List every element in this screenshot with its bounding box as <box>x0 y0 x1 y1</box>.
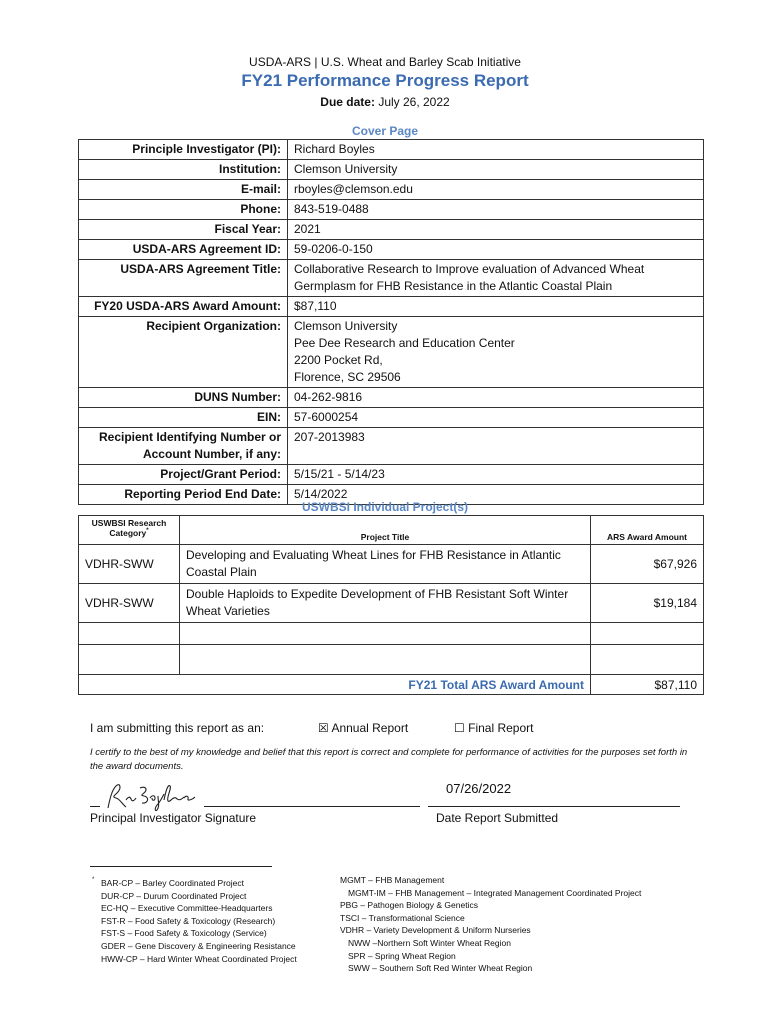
cover-field-value <box>288 180 704 200</box>
cover-field-value <box>288 297 704 317</box>
annual-report-checkbox[interactable]: ☒ <box>318 721 329 735</box>
projects-heading: USWBSI Individual Project(s) <box>301 500 469 514</box>
date-submitted-label: Date Report Submitted <box>436 811 559 825</box>
cover-value-line: 57-6000254 <box>294 410 359 424</box>
total-award-value: $87,110 <box>591 675 704 695</box>
project-amount: $19,184 <box>591 584 704 623</box>
final-report-checkbox[interactable]: ☐ <box>454 721 465 735</box>
total-award-label: FY21 Total ARS Award Amount <box>79 675 591 695</box>
footnote-item: GDER – Gene Discovery & Engineering Resistance <box>101 940 296 951</box>
footnote-item: FST-S – Food Safety & Toxicology (Service) <box>101 928 267 939</box>
project-row <box>79 623 704 645</box>
cover-field-label: FY20 USDA-ARS Award Amount: <box>79 297 288 317</box>
cover-field-value <box>288 408 704 428</box>
cover-field-value <box>288 240 704 260</box>
cover-field-value <box>288 140 704 160</box>
cover-value-line: 2021 <box>294 222 321 236</box>
certification-statement: I certify to the best of my knowledge and belief that this report is correct and complete for performance of activities for the purposes set forth in the award documents. <box>90 747 688 772</box>
cover-field-label: EIN: <box>79 408 288 428</box>
footnote-item: MGMT – FHB Management <box>340 875 445 885</box>
footnote-item: SPR – Spring Wheat Region <box>348 950 456 961</box>
cover-page-heading: Cover Page <box>351 124 419 138</box>
due-date-value: July 26, 2022 <box>378 95 450 109</box>
cover-field-value <box>288 465 704 485</box>
cover-table <box>78 139 704 505</box>
cover-row <box>79 408 704 428</box>
cover-field-label: Recipient Organization: <box>79 317 288 388</box>
cover-value-line: 5/15/21 - 5/14/23 <box>294 467 385 481</box>
footnote-item: FST-R – Food Safety & Toxicology (Research) <box>101 915 276 926</box>
cover-field-label: Principle Investigator (PI): <box>79 140 288 160</box>
cover-field-value <box>288 200 704 220</box>
project-row <box>79 584 704 623</box>
cover-value-line: rboyles@clemson.edu <box>294 182 413 196</box>
cover-row <box>79 317 704 388</box>
projects-total-row <box>79 675 704 695</box>
footnote-item: HWW-CP – Hard Winter Wheat Coordinated Project <box>101 953 297 964</box>
cover-field-value <box>288 220 704 240</box>
cover-field-value <box>288 428 704 465</box>
signature-line-lead <box>90 806 100 807</box>
cover-value-line: 207-2013983 <box>294 430 365 444</box>
project-title <box>180 645 591 675</box>
col-amount-header: ARS Award Amount <box>591 516 704 545</box>
cover-row <box>79 388 704 408</box>
report-title: FY21 Performance Progress Report <box>241 71 529 90</box>
cover-field-label: E-mail: <box>79 180 288 200</box>
footnote-mark: * <box>92 877 95 883</box>
signature-label: Principal Investigator Signature <box>90 811 257 825</box>
project-amount <box>591 623 704 645</box>
cover-value-line: Collaborative Research to Improve evaluation of Advanced Wheat <box>294 262 645 276</box>
org-line: USDA-ARS | U.S. Wheat and Barley Scab Initiative <box>249 55 521 69</box>
cover-row <box>79 200 704 220</box>
footnote-item: MGMT-IM – FHB Management – Integrated Management Coordinated Project <box>348 887 642 898</box>
cover-row <box>79 180 704 200</box>
signature-line <box>204 806 420 807</box>
due-date <box>0 95 770 109</box>
projects-table <box>78 515 704 695</box>
date-line <box>428 806 680 807</box>
cover-row <box>79 428 704 465</box>
cover-row <box>79 160 704 180</box>
cover-field-label: USDA-ARS Agreement Title: <box>79 260 288 297</box>
cover-value-line: 2200 Pocket Rd, <box>294 353 383 367</box>
cover-field-label: Fiscal Year: <box>79 220 288 240</box>
project-title: Double Haploids to Expedite Development of FHB Resistant Soft Winter Wheat Varieties <box>180 584 591 623</box>
project-title: Developing and Evaluating Wheat Lines for FHB Resistance in Atlantic Coastal Plain <box>180 545 591 584</box>
cover-value-line: 04-262-9816 <box>294 390 363 404</box>
submission-prompt: I am submitting this report as an: <box>90 721 265 735</box>
annual-report-label: Annual Report <box>331 721 409 735</box>
footnote-item: DUR-CP – Durum Coordinated Project <box>101 890 247 901</box>
footnotes-right <box>340 874 641 975</box>
cover-value-line: Florence, SC 29506 <box>294 370 401 384</box>
cover-field-value <box>288 160 704 180</box>
footnotes-left <box>101 877 297 965</box>
cover-row <box>79 220 704 240</box>
cover-row <box>79 297 704 317</box>
final-report-label: Final Report <box>468 721 534 735</box>
project-title <box>180 623 591 645</box>
cover-field-label: USDA-ARS Agreement ID: <box>79 240 288 260</box>
cover-value-line: Clemson University <box>294 162 398 176</box>
footnote-item: TSCI – Transformational Science <box>340 912 465 923</box>
project-row <box>79 645 704 675</box>
final-report-option[interactable] <box>454 721 533 735</box>
footnote-item: EC-HQ – Executive Committee-Headquarters <box>101 903 273 914</box>
col-category-header: USWBSI Research Category* <box>79 516 180 545</box>
annual-report-option[interactable] <box>318 721 408 735</box>
cover-value-line: 5/14/2022 <box>294 487 348 501</box>
cover-field-label: Project/Grant Period: <box>79 465 288 485</box>
project-category: VDHR-SWW <box>79 584 180 623</box>
footnote-item: VDHR – Variety Development & Uniform Nurseries <box>340 925 531 936</box>
cover-value-line: 59-0206-0-150 <box>294 242 373 256</box>
cover-value-line: Germplasm for FHB Resistance in the Atlantic Coastal Plain <box>294 279 613 293</box>
cover-row <box>79 140 704 160</box>
pi-signature-image <box>100 780 200 812</box>
project-amount <box>591 645 704 675</box>
cover-value-line: $87,110 <box>294 299 337 313</box>
footnote-rule <box>90 866 272 867</box>
col-title-header: Project Title <box>180 516 591 545</box>
cover-field-label: Institution: <box>79 160 288 180</box>
projects-header-row <box>79 516 704 545</box>
cover-field-value <box>288 388 704 408</box>
cover-field-label: Phone: <box>79 200 288 220</box>
project-amount: $67,926 <box>591 545 704 584</box>
cover-field-value <box>288 260 704 297</box>
cover-field-label: Reporting Period End Date: <box>79 485 288 505</box>
project-row <box>79 545 704 584</box>
cover-field-value <box>288 317 704 388</box>
footnote-item: BAR-CP – Barley Coordinated Project <box>101 878 244 888</box>
cover-value-line: 843-519-0488 <box>294 202 369 216</box>
cover-row <box>79 260 704 297</box>
cover-field-label: Recipient Identifying Number or Account Number, if any: <box>79 428 288 465</box>
due-date-label: Due date: <box>320 95 375 109</box>
footnote-item: NWW –Northern Soft Winter Wheat Region <box>348 937 511 948</box>
project-category <box>79 645 180 675</box>
project-category: VDHR-SWW <box>79 545 180 584</box>
cover-row <box>79 465 704 485</box>
cover-value-line: Pee Dee Research and Education Center <box>294 336 515 350</box>
cover-value-line: Clemson University <box>294 319 398 333</box>
footnote-item: PBG – Pathogen Biology & Genetics <box>340 900 478 911</box>
cover-row <box>79 240 704 260</box>
project-category <box>79 623 180 645</box>
cover-value-line: Richard Boyles <box>294 142 375 156</box>
footnote-item: SWW – Southern Soft Red Winter Wheat Region <box>348 963 533 974</box>
submission-date-value: 07/26/2022 <box>446 781 512 796</box>
cover-field-label: DUNS Number: <box>79 388 288 408</box>
